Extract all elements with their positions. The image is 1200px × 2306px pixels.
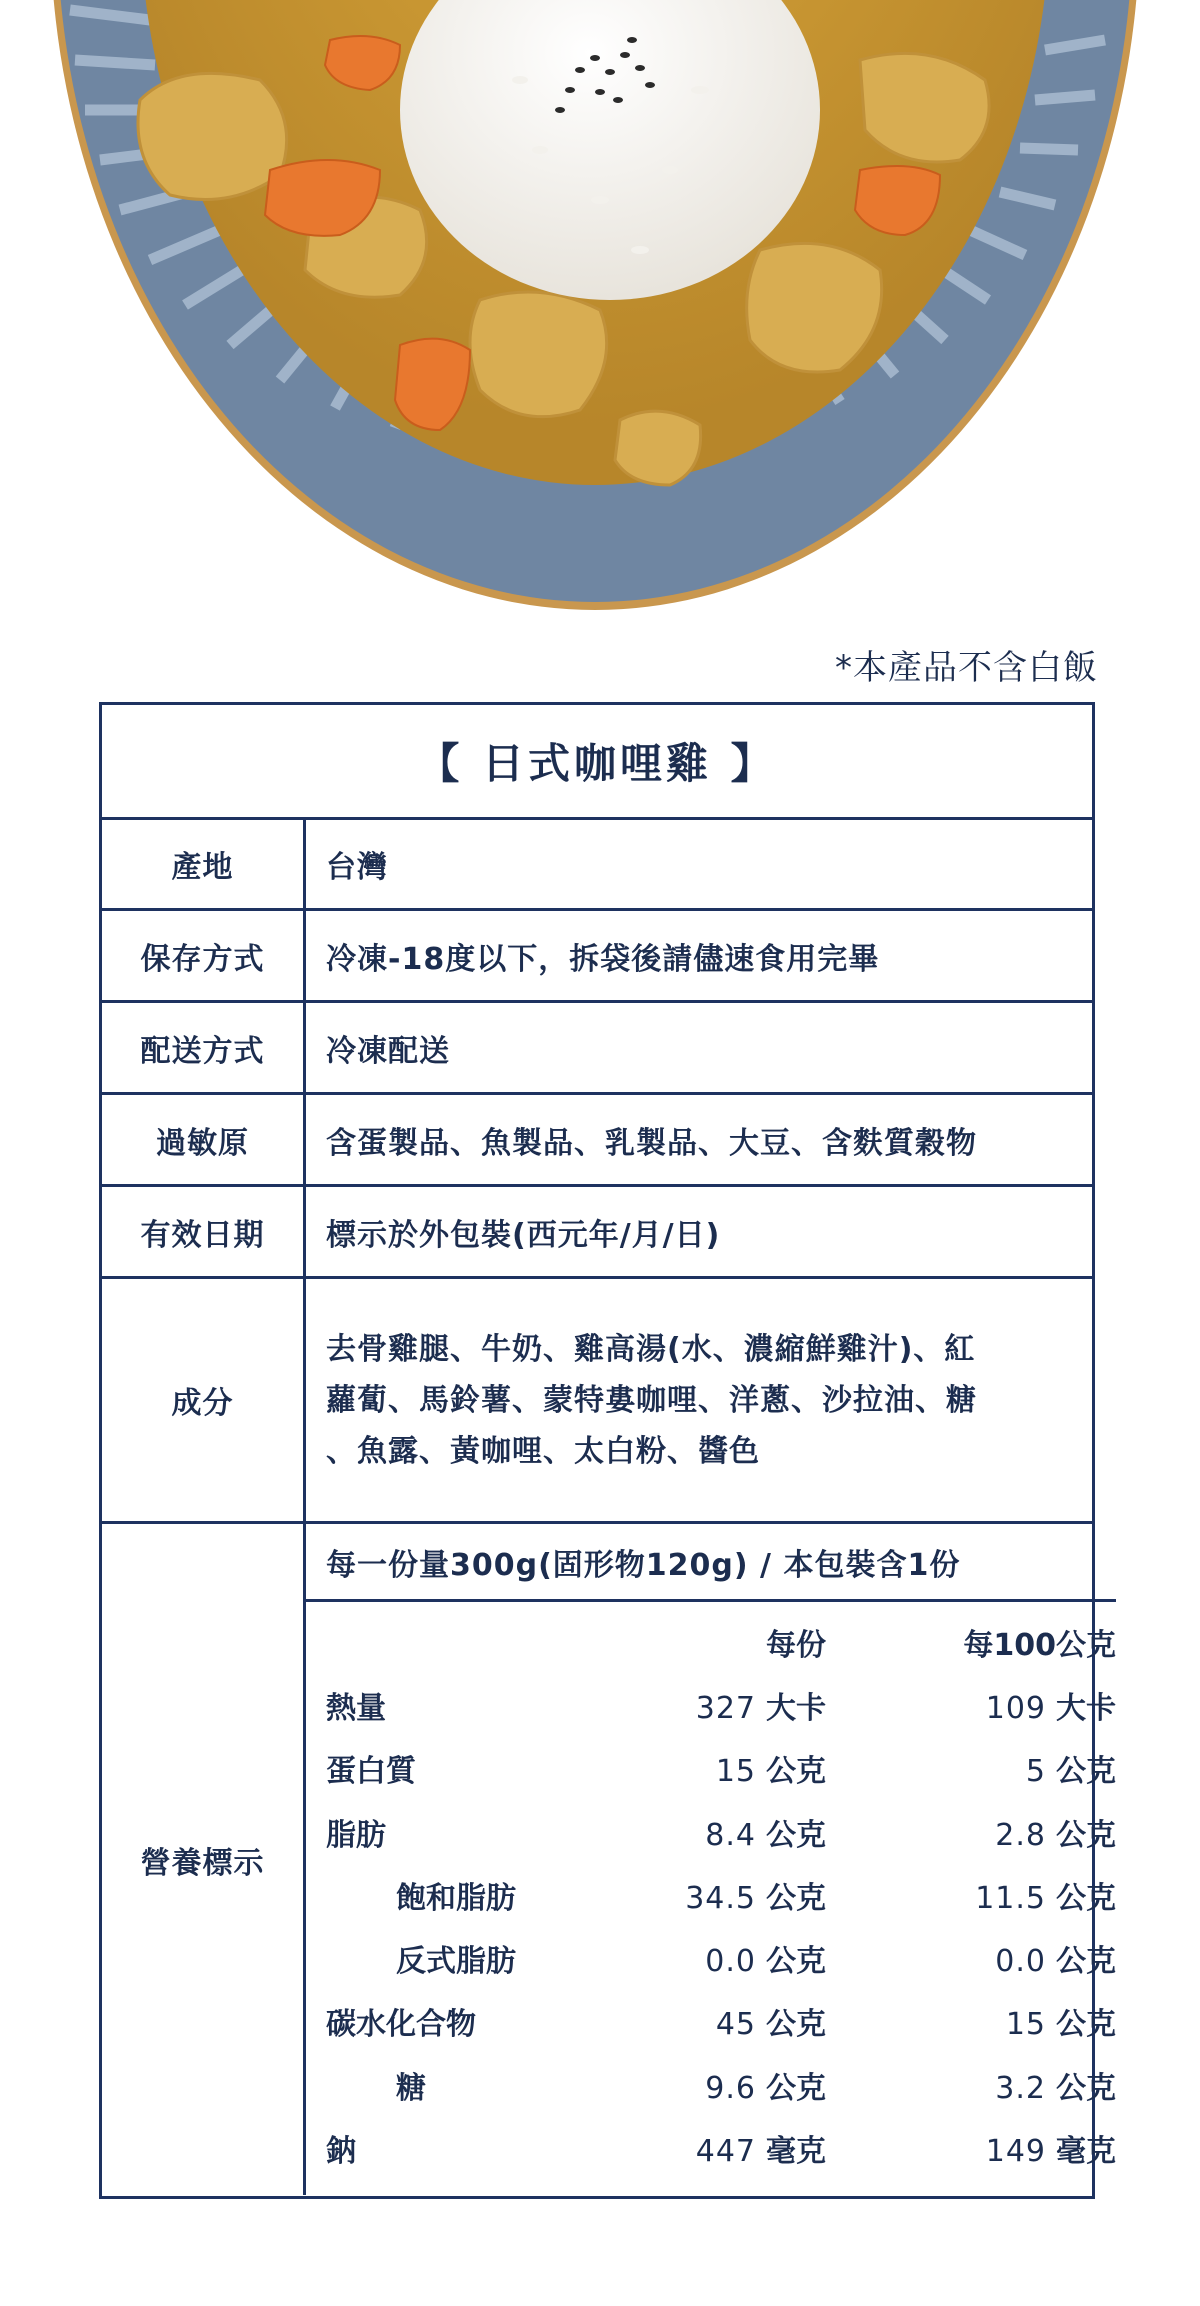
col-per-serving: 每份 <box>766 1627 826 1663</box>
nutrient-name: 糖 <box>396 2070 426 2106</box>
nutrient-name: 熱量 <box>326 1690 386 1726</box>
row-value: 冷凍配送 <box>326 1033 450 1069</box>
nutrition-row <box>306 1673 1116 1736</box>
ingredients-line: 去骨雞腿、牛奶、雞高湯(水、濃縮鮮雞汁)、紅 <box>326 1331 976 1367</box>
nutrient-name: 蛋白質 <box>326 1754 416 1790</box>
nutrition-row <box>306 1863 1116 1926</box>
nutrient-unit: 公克 <box>766 2007 826 2043</box>
nutrient-name: 鈉 <box>326 2134 356 2170</box>
nutrient-value: 109 <box>985 1690 1046 1726</box>
row-expiry <box>102 1187 1092 1279</box>
product-title: 【 日式咖哩雞 】 <box>102 705 1092 820</box>
nutrient-value: 11.5 <box>975 1880 1046 1916</box>
nutrient-name: 脂肪 <box>326 1817 386 1853</box>
serving-size: 每一份量300g(固形物120g) / 本包裝含1份 <box>306 1524 1116 1602</box>
nutrient-unit: 大卡 <box>1056 1690 1116 1726</box>
nutrient-name: 反式脂肪 <box>396 1944 516 1980</box>
curry-rice-photo <box>0 0 1200 640</box>
row-label: 營養標示 <box>102 1524 306 2195</box>
row-label: 配送方式 <box>102 1003 306 1092</box>
nutrient-unit: 公克 <box>766 2070 826 2106</box>
nutrient-value: 149 <box>985 2134 1046 2170</box>
nutrition-panel <box>306 1524 1116 2195</box>
nutrient-unit: 公克 <box>1056 2070 1116 2106</box>
row-value: 標示於外包裝(西元年/月/日) <box>326 1217 721 1253</box>
nutrient-value: 9.6 <box>705 2070 756 2106</box>
nutrient-value: 8.4 <box>705 1817 756 1853</box>
nutrition-table <box>306 1602 1116 2180</box>
nutrient-value: 0.0 <box>995 1944 1046 1980</box>
row-value: 台灣 <box>326 850 388 885</box>
nutrient-unit: 公克 <box>1056 2007 1116 2043</box>
nutrient-value: 0.0 <box>705 1944 756 1980</box>
nutrient-unit: 公克 <box>1056 1817 1116 1853</box>
row-nutrition <box>102 1524 1116 2195</box>
nutrition-row <box>306 1800 1116 1863</box>
row-origin <box>102 820 1092 911</box>
row-value <box>306 1279 1092 1521</box>
row-ingredients <box>102 1279 1092 1524</box>
nutrient-value: 327 <box>695 1690 756 1726</box>
nutrient-value: 45 <box>715 2007 756 2043</box>
no-rice-note: *本產品不含白飯 <box>835 648 1098 688</box>
nutrient-value: 3.2 <box>995 2070 1046 2106</box>
nutrient-value: 2.8 <box>995 1817 1046 1853</box>
nutrient-unit: 公克 <box>1056 1944 1116 1980</box>
row-allergen <box>102 1095 1092 1187</box>
nutrient-value: 34.5 <box>685 1880 756 1916</box>
nutrient-value: 447 <box>695 2134 756 2170</box>
nutrient-unit: 毫克 <box>1056 2134 1116 2170</box>
nutrient-value: 15 <box>715 1754 756 1790</box>
nutrition-row <box>306 1990 1116 2053</box>
row-label: 產地 <box>102 820 306 908</box>
nutrient-unit: 公克 <box>766 1754 826 1790</box>
nutrition-row <box>306 1737 1116 1800</box>
nutrition-row <box>306 1926 1116 1989</box>
nutrition-row <box>306 2053 1116 2116</box>
nutrient-unit: 公克 <box>1056 1754 1116 1790</box>
nutrition-header-row <box>306 1610 1116 1673</box>
row-value: 冷凍-18度以下，拆袋後請儘速食用完畢 <box>326 941 880 977</box>
row-storage <box>102 911 1092 1003</box>
row-label: 過敏原 <box>102 1095 306 1184</box>
ingredients-line: 、魚露、黃咖哩、太白粉、醬色 <box>326 1433 760 1469</box>
col-per-100g: 每100公克 <box>963 1627 1116 1663</box>
row-shipping <box>102 1003 1092 1095</box>
row-label: 成分 <box>102 1279 306 1521</box>
row-value: 含蛋製品、魚製品、乳製品、大豆、含麩質穀物 <box>326 1125 977 1161</box>
nutrient-unit: 公克 <box>766 1880 826 1916</box>
nutrient-unit: 毫克 <box>766 2134 826 2170</box>
row-label: 保存方式 <box>102 911 306 1000</box>
curry-plate-illustration <box>0 0 1200 640</box>
product-info-table <box>99 702 1116 2199</box>
nutrient-value: 15 <box>1005 2007 1046 2043</box>
nutrient-unit: 公克 <box>766 1944 826 1980</box>
ingredients-line: 蘿蔔、馬鈴薯、蒙特婁咖哩、洋蔥、沙拉油、糖 <box>326 1382 977 1418</box>
nutrient-name: 碳水化合物 <box>326 2007 476 2043</box>
nutrient-value: 5 <box>1025 1754 1046 1790</box>
nutrient-unit: 公克 <box>766 1817 826 1853</box>
row-label: 有效日期 <box>102 1187 306 1276</box>
nutrient-name: 飽和脂肪 <box>396 1880 516 1916</box>
nutrient-unit: 公克 <box>1056 1880 1116 1916</box>
nutrition-row <box>306 2116 1116 2179</box>
nutrient-unit: 大卡 <box>766 1690 826 1726</box>
